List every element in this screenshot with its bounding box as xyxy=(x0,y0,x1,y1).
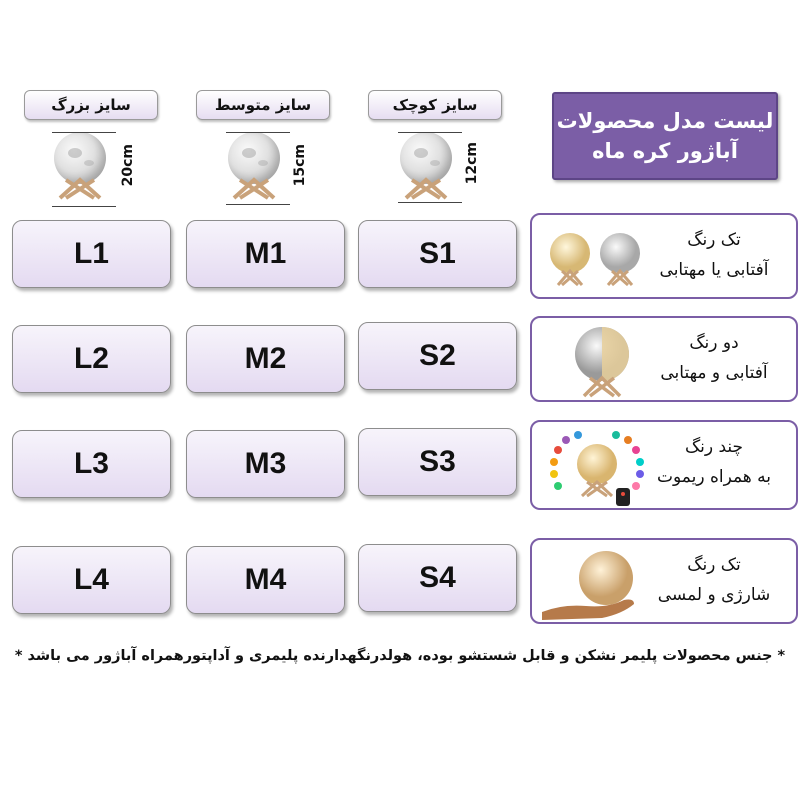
dimension-line-top xyxy=(52,132,116,133)
variant-detail: شارژی و لمسی xyxy=(657,585,771,605)
size-tab-large: سایز بزرگ xyxy=(24,90,158,120)
dimension-line-bottom xyxy=(398,202,462,203)
wooden-stand-icon xyxy=(402,176,450,200)
rgb-moon-lamp-remote-icon xyxy=(542,430,652,506)
variant-single-color xyxy=(530,213,798,299)
product-code-l4[interactable]: L4 xyxy=(12,546,171,614)
product-code-l2[interactable]: L2 xyxy=(12,325,171,393)
moon-lamp-in-hand-icon xyxy=(542,548,652,620)
variant-name: تک رنگ xyxy=(687,555,741,575)
size-tab-medium: سایز متوسط xyxy=(196,90,330,120)
variant-name: چند رنگ xyxy=(684,437,744,457)
variant-rechargeable-touch xyxy=(530,538,798,624)
variant-detail: آفتابی و مهتابی xyxy=(660,363,768,383)
wooden-stand-icon xyxy=(56,176,104,200)
two-moon-lamps-icon xyxy=(542,223,652,295)
moon-small-illustration xyxy=(388,132,480,214)
two-tone-moon-lamp-icon xyxy=(542,326,652,398)
product-code-l3[interactable]: L3 xyxy=(12,430,171,498)
title-line-2: آباژور کره ماه xyxy=(592,139,738,163)
product-code-s4[interactable]: S4 xyxy=(358,544,517,612)
variant-multi-color xyxy=(530,420,798,510)
product-code-m4[interactable]: M4 xyxy=(186,546,345,614)
moon-medium-illustration xyxy=(216,132,308,214)
height-label-large: 20cm xyxy=(120,144,136,187)
size-tab-small: سایز کوچک xyxy=(368,90,502,120)
variant-detail: به همراه ریموت xyxy=(656,467,771,487)
dimension-line-top xyxy=(398,132,462,133)
title-line-1: لیست مدل محصولات xyxy=(556,109,774,133)
height-label-medium: 15cm xyxy=(292,144,308,187)
product-code-s2[interactable]: S2 xyxy=(358,322,517,390)
variant-name: دو رنگ xyxy=(689,333,739,353)
height-label-small: 12cm xyxy=(464,142,480,185)
product-code-l1[interactable]: L1 xyxy=(12,220,171,288)
variant-name: تک رنگ xyxy=(687,230,741,250)
dimension-line-top xyxy=(226,132,290,133)
product-code-s1[interactable]: S1 xyxy=(358,220,517,288)
product-code-s3[interactable]: S3 xyxy=(358,428,517,496)
variant-detail: آفتابی یا مهتابی xyxy=(659,260,769,280)
product-code-m3[interactable]: M3 xyxy=(186,430,345,498)
variant-two-color xyxy=(530,316,798,402)
dimension-line-bottom xyxy=(52,206,116,207)
moon-large-illustration xyxy=(42,132,134,214)
wooden-stand-icon xyxy=(230,176,278,200)
product-code-m2[interactable]: M2 xyxy=(186,325,345,393)
material-footnote: * جنس محصولات پلیمر نشکن و قابل شستشو بوده، هولدرنگهدارنده پلیمری و آداپتورهمراه آباژور می باشد * xyxy=(14,648,786,664)
product-code-m1[interactable]: M1 xyxy=(186,220,345,288)
catalog-title xyxy=(552,92,778,180)
dimension-line-bottom xyxy=(226,204,290,205)
